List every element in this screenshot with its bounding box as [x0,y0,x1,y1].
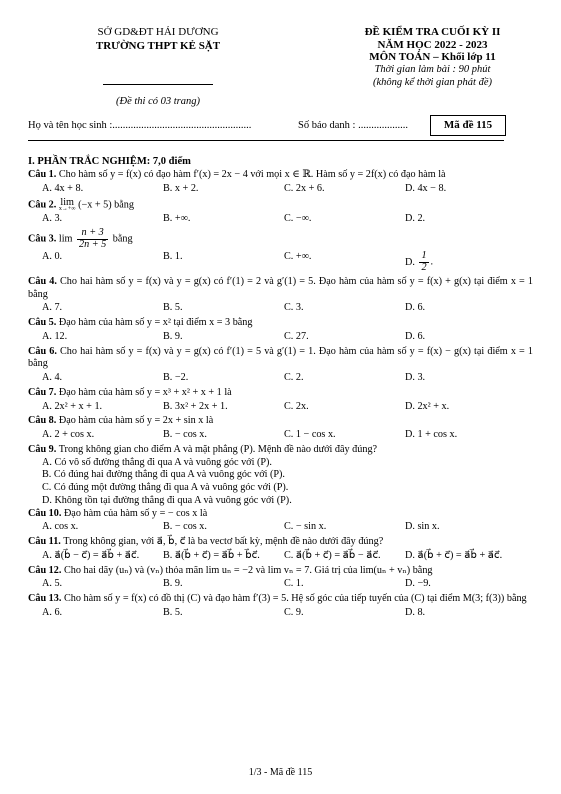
question-label: Câu 11. [28,536,61,547]
school-year: NĂM HỌC 2022 - 2023 [377,38,488,51]
question-11 [28,536,533,549]
option-c: C. +∞. [284,251,312,263]
exam-code-box: Mã đề 115 [430,115,506,136]
question-stem: Trong không gian, với a⃗, b⃗, c⃗ là ba vectơ bất kỳ, mệnh đề nào dưới đây đúng? [63,536,384,547]
options-row [28,372,533,385]
option-c: C. 1. [284,578,304,590]
question-stem: bằng [112,233,133,245]
section-title: I. PHẦN TRẮC NGHIỆM: 7,0 điểm [28,156,191,167]
option-d: D. −9. [405,578,431,590]
question-12 [28,565,533,578]
option-c: C. 27. [284,330,309,342]
question-10 [28,508,533,521]
option-b: B. Có đúng hai đường thẳng đi qua A và vuông góc với (P). [42,469,285,481]
option-c: C. 3. [284,302,304,314]
question-stem: Đạo hàm của hàm số y = x² tại điểm x = 3 bằng [58,317,253,328]
question-label: Câu 6. [28,345,57,357]
options-row [28,550,533,563]
page-footer: 1/3 - Mã đề 115 [248,767,313,778]
options-row [28,578,533,591]
option-a: A. 2 + cos x. [42,429,95,440]
limit-expression: lim [58,233,73,245]
question-label: Câu 3. [28,233,57,245]
options-row [28,401,533,414]
question-label: Câu 2. [28,199,57,211]
question-7 [28,387,533,400]
time-note: (không kể thời gian phát đề) [372,76,493,88]
option-b: B. 3x² + 2x + 1. [163,400,228,412]
school-name: TRƯỜNG THPT KẺ SẶT [95,39,221,52]
option-a: A. 12. [42,330,68,342]
option-a: A. 2x² + x + 1. [42,400,103,412]
question-9 [28,444,533,457]
option-c: C. a⃗(b⃗ + c⃗) = a⃗b⃗ − a⃗c⃗. [284,549,381,561]
option-a: A. 4x + 8. [42,182,84,194]
option-a: A. 6. [42,606,63,618]
option-b: B. − cos x. [163,521,207,533]
option-c: C. 2x. [284,400,309,412]
option-d: D. 6. [405,302,426,314]
limit-expression: lim x→+∞ [58,196,76,212]
question-label: Câu 8. [28,415,57,427]
question-13 [28,593,533,606]
options-row [28,429,533,442]
question-label: Câu 1. [28,169,57,181]
question-stem: Cho hàm số y = f(x) có đạo hàm f′(x) = 2x − 4 với mọi x ∈ ℝ. Hàm số y = 2f(x) có đạo hàm là [58,169,446,181]
question-stem: Đạo hàm của hàm số y = − cos x là [63,507,208,519]
option-b: B. a⃗(b⃗ + c⃗) = a⃗b⃗ + b⃗c⃗. [163,549,260,561]
question-label: Câu 4. [28,275,57,287]
question-2 [28,198,533,213]
option-a: A. 4. [42,372,63,383]
header-separator [28,140,504,141]
exam-title: ĐỀ KIỂM TRA CUỐI KỲ II [364,26,501,38]
option-c: C. Có đúng một đường thẳng đi qua A và vuông góc với (P). [42,482,289,493]
question-stem: Trong không gian cho điểm A và mặt phẳng (P). Mệnh đề nào dưới đây đúng? [58,443,378,455]
option-c: C. 1 − cos x. [284,429,336,440]
option-b: B. −2. [163,372,189,383]
question-5 [28,317,533,330]
option-c: C. 2. [284,372,304,383]
school-header [68,26,248,108]
option-a: A. 3. [42,213,63,225]
options-row [28,521,533,534]
option-d: D. 2. [405,213,426,225]
option-a: A. Có vô số đường thẳng đi qua A và vuông góc với (P). [42,456,272,468]
option-list [28,457,533,508]
option-d: D. 2x² + x. [405,400,450,412]
option-b: B. 1. [163,251,183,263]
question-stem: (−x + 5) bằng [78,199,134,211]
question-label: Câu 9. [28,443,57,455]
option-a: A. cos x. [42,521,79,533]
option-b: B. 9. [163,578,183,590]
question-stem: Cho hai hàm số y = f(x) và y = g(x) có f′(1) = 5 và g′(1) = 1. Đạo hàm của hàm số y = f(x) − g(x) tại điểm x = 1 bằng [28,345,533,370]
student-name-field: Họ và tên học sinh :..................................................... [28,120,252,131]
options-row [28,331,533,344]
time-limit: Thời gian làm bài : 90 phút [374,63,491,75]
student-id-field: Số báo danh : ................... [298,120,408,131]
questions-section [28,155,533,622]
question-label: Câu 12. [28,564,62,576]
option-d: D. a⃗(b⃗ + c⃗) = a⃗b⃗ + a⃗c⃗. [405,549,503,561]
options-row [28,302,533,315]
page-count-note: (Đề thi có 03 trang) [116,95,200,107]
option-d: D. 4x − 8. [405,182,447,194]
question-stem: Cho hai dãy (uₙ) và (vₙ) thỏa mãn lim uₙ = −2 và lim vₙ = 7. Giá trị của lim(uₙ + vₙ) bằng [63,564,433,576]
option-b: B. 5. [163,302,183,314]
option-a: A. a⃗(b⃗ − c⃗) = a⃗b⃗ + a⃗c⃗. [42,549,140,561]
question-8 [28,415,533,428]
question-4 [28,276,533,302]
option-a: A. 0. [42,251,63,263]
question-1 [28,169,533,182]
question-label: Câu 5. [28,317,57,328]
question-label: Câu 13. [28,593,62,604]
exam-header [325,26,540,89]
option-b: B. − cos x. [163,429,207,440]
question-6 [28,346,533,372]
option-d: D. 1 + cos x. [405,429,458,440]
question-stem: Cho hai hàm số y = f(x) và y = g(x) có f′(1) = 2 và g′(1) = 5. Đạo hàm của hàm số y = f(x) + g(x) tại điểm x = 1 bằng [28,275,533,300]
question-label: Câu 10. [28,507,62,519]
option-d: D. sin x. [405,521,440,533]
option-a: A. 5. [42,578,63,590]
option-d: D. $\frac{1}{2}$ . [405,250,434,274]
option-c: C. 9. [284,606,304,618]
fraction: $\frac{n + 3}{2n + 5}$ [79,226,107,250]
option-d: D. 3. [405,372,426,383]
question-stem: Đạo hàm của hàm số y = 2x + sin x là [58,415,214,427]
option-d: D. 8. [405,606,426,618]
option-a: A. 7. [42,302,63,314]
options-row [28,183,533,196]
option-c: C. −∞. [284,213,312,225]
options-row [28,607,533,620]
department-name: SỞ GD&ĐT HẢI DƯƠNG [97,26,219,38]
subject-title: MÔN TOÁN – Khối lớp 11 [369,51,496,64]
options-row [28,213,533,226]
option-c: C. 2x + 6. [284,182,325,194]
header-divider [103,84,213,85]
option-b: B. 9. [163,330,183,342]
option-c: C. − sin x. [284,521,327,533]
option-b: B. +∞. [163,213,191,225]
option-d: D. 6. [405,330,426,342]
option-b: B. x + 2. [163,182,199,194]
option-b: B. 5. [163,606,183,618]
question-stem: Cho hàm số y = f(x) có đồ thị (C) và đạo hàm f′(3) = 5. Hệ số góc của tiếp tuyến của (C) tại điểm M(3; f(3)) bằng [63,593,527,604]
fraction: $\frac{1}{2}$ [421,250,427,274]
question-label: Câu 7. [28,386,57,398]
options-row [28,251,533,273]
question-stem: Đạo hàm của hàm số y = x³ + x² + x + 1 là [58,386,232,398]
question-3 [28,228,533,250]
option-d: D. Không tồn tại đường thẳng đi qua A và vuông góc với (P). [42,494,292,506]
